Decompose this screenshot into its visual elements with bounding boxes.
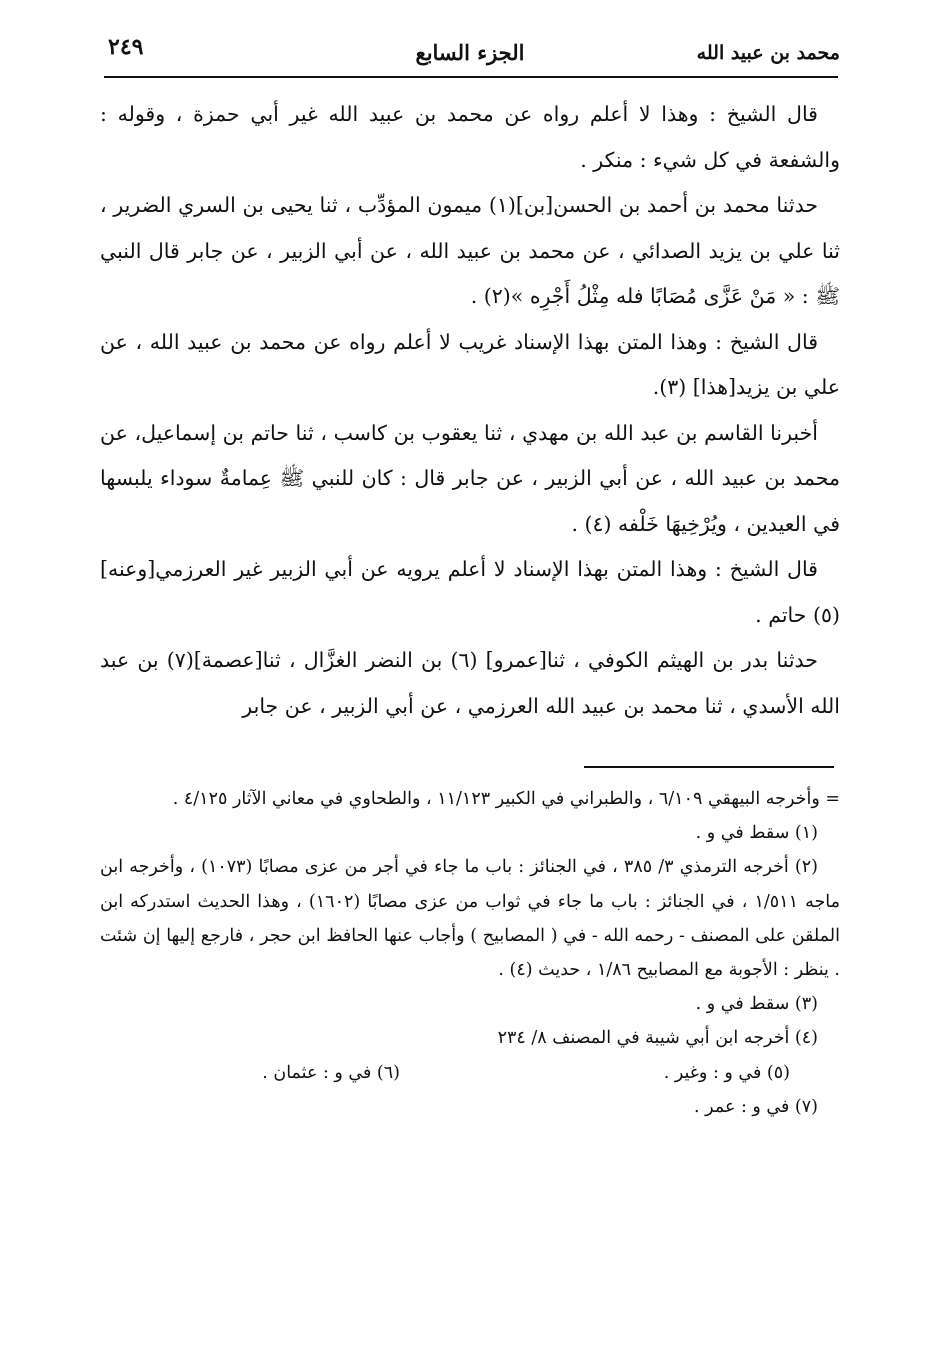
page-header	[100, 28, 840, 72]
footnote: (٧) في و : عمر .	[694, 1096, 818, 1117]
paragraph: حدثنا بدر بن الهيثم الكوفي ، ثنا[عمرو] (٦) بن النضر الغزَّال ، ثنا[عصمة](٧) بن عبد الله الأسدي ، ثنا محمد بن عبيد الله العرزمي ، عن أبي الزبير ، عن جابر	[100, 648, 840, 718]
paragraph: قال الشيخ : وهذا المتن بهذا الإسناد غريب لا أعلم رواه عن محمد بن عبيد الله ، عن علي بن يزيد[هذا] (٣).	[100, 329, 840, 399]
footnote: (٢) أخرجه الترمذي ٣/ ٣٨٥ ، في الجنائز : باب ما جاء في أجر من عزى مصابًا (١٠٧٣) ، وأخرجه ابن ماجه ١/٥١١ ، في الجنائز : باب ما جاء في ثواب من عزى مصابًا (١٦٠٢) ، وهذا الحديث استدركه ابن الملقن على المصنف - رحمه الله - في ( المصابيح ) وأجاب عنها الحافظ ابن حجر ، فارجع إليها إن شئت . ينظر : الأجوبة مع المصابيح ١/٨٦ ، حديث (٤) .	[100, 857, 840, 981]
footnote-rule	[584, 766, 834, 768]
paragraph: قال الشيخ : وهذا المتن بهذا الإسناد لا أعلم يرويه عن أبي الزبير غير العرزمي[وعنه](٥) حاتم .	[100, 557, 840, 627]
page-number: ٢٤٩	[108, 34, 144, 60]
volume-title: الجزء السابع	[415, 40, 525, 65]
footnote-pair	[100, 1056, 840, 1090]
paragraph: أخبرنا القاسم بن عبد الله بن مهدي ، ثنا يعقوب بن كاسب ، ثنا حاتم بن إسماعيل، عن محمد بن عبيد الله ، عن أبي الزبير ، عن جابر قال : كان للنبي ﷺ عِمامةٌ سوداء يلبسها في العيدين ، ويُرْخِيهَا خَلْفه (٤) .	[100, 420, 840, 536]
footnote: (١) سقط في و .	[695, 823, 818, 844]
footnote: = وأخرجه البيهقي ٦/١٠٩ ، والطبراني في الكبير ١١/١٢٣ ، والطحاوي في معاني الآثار ٤/١٢٥ .	[172, 789, 840, 809]
main-text	[100, 92, 840, 729]
header-rule	[104, 76, 838, 78]
footnote: (٥) في و : وغير .	[663, 1062, 790, 1083]
paragraph: قال الشيخ : وهذا لا أعلم رواه عن محمد بن عبيد الله غير أبي حمزة ، وقوله : والشفعة في كل شيء : منكر .	[100, 102, 840, 172]
footnote: (٦) في و : عثمان .	[262, 1062, 400, 1083]
footnotes	[100, 782, 840, 1124]
footnote: (٣) سقط في و .	[695, 994, 818, 1015]
footnote: (٤) أخرجه ابن أبي شيبة في المصنف ٨/ ٢٣٤	[497, 1028, 818, 1049]
paragraph: حدثنا محمد بن أحمد بن الحسن[بن](١) ميمون المؤدِّب ، ثنا يحيى بن السري الضرير ، ثنا علي بن يزيد الصدائي ، عن محمد بن عبيد الله ، عن أبي الزبير ، عن جابر قال النبي ﷺ : « مَنْ عَزَّى مُصَابًا فله مِثْلُ أَجْرِه »(٢) .	[100, 193, 840, 308]
section-title: محمد بن عبيد الله	[696, 42, 840, 64]
